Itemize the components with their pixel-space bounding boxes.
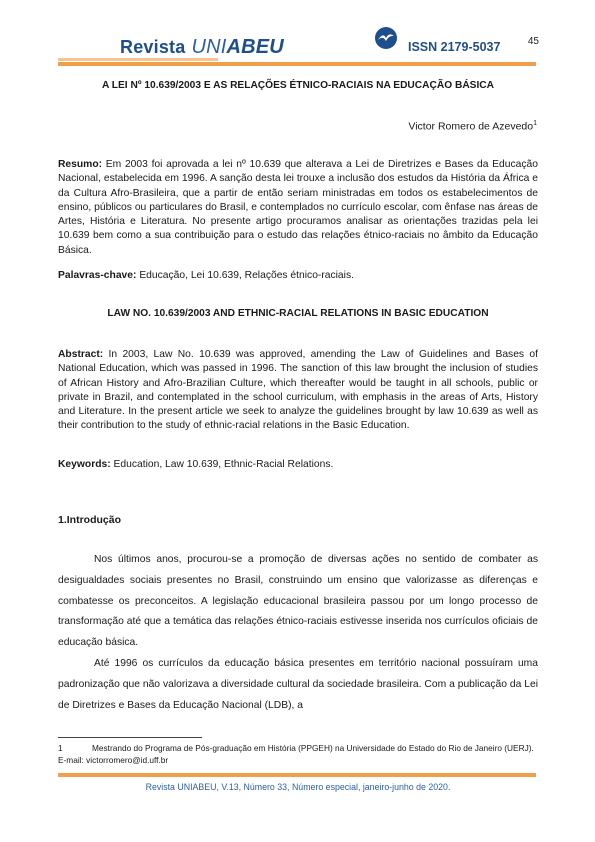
header-divider <box>58 62 536 66</box>
brand-revista: Revista <box>120 37 186 57</box>
section-heading: 1.Introdução <box>58 514 122 526</box>
abstract-paragraph <box>58 348 538 434</box>
resumo-label: Resumo: <box>58 159 103 170</box>
issn-label: ISSN 2179-5037 <box>408 40 501 54</box>
author-line <box>408 120 537 133</box>
keywords-paragraph <box>58 458 538 472</box>
author-name: Victor Romero de Azevedo <box>408 120 534 133</box>
footnote <box>58 742 538 766</box>
footer-divider <box>58 773 536 777</box>
author-footnote-mark: 1 <box>533 120 537 127</box>
brand-uni: UNI <box>191 36 227 58</box>
journal-footer: Revista UNIABEU, V.13, Número 33, Número especial, janeiro-junho de 2020. <box>145 782 451 792</box>
resumo-paragraph <box>58 158 538 258</box>
page-number: 45 <box>527 36 539 47</box>
seagull-icon <box>374 26 398 50</box>
palavras-chave-text: Educação, Lei 10.639, Relações étnico-raciais. <box>139 270 354 281</box>
abstract-text: In 2003, Law No. 10.639 was approved, amending the Law of Guidelines and Bases of National Education, which was passed in 1996. The sanction of this law brought the inclusion of studies of African History and Afro-Brazilian Culture, which thereafter would be taught in all schools, public or private in Brazil, and contemplated in the school curriculum, with emphasis in the areas of Arts, History and Literature. In the present article we seek to analyze the guidelines brought by law 10.639 as well as their contribution to the study of ethnic-racial relations in the Basic Education. <box>58 349 538 432</box>
journal-brand <box>120 36 284 59</box>
palavras-chave-label: Palavras-chave: <box>58 270 137 281</box>
footnote-number: 1 <box>58 743 63 753</box>
body-paragraph-1: Nos últimos anos, procurou-se a promoção de diversas ações no sentido de combater as desigualdades sociais presentes no Brasil, construindo um ensino que valorizasse as diferenças e combatesse os preconceitos. A legislação educacional brasileira passou por um longo processo de transformação até que a temática das relações étnico-raciais estivesse inserida nos currículos oficiais de educação básica. <box>58 554 538 649</box>
resumo-text: Em 2003 foi aprovada a lei nº 10.639 que alterava a Lei de Diretrizes e Bases da Educação Nacional, estabelecida em 1996. A sanção desta lei trouxe a inclusão dos estudos da História da África e da Cultura Afro-Brasileira, que a partir de então seriam ministradas em todos os estabelecimentos de ensino, públicos ou particulares do Brasil, e contemplados no currículo escolar, com ênfase nas áreas de Artes, História e Literatura. No presente artigo procuramos analisar as orientações trazidas pela lei 10.639 bem como a sua contribuição para o estudo das relações étnico-raciais no âmbito da Educação Básica. <box>58 159 538 256</box>
keywords-text: Education, Law 10.639, Ethnic-Racial Relations. <box>113 459 334 470</box>
article-title-pt: A LEI Nº 10.639/2003 E AS RELAÇÕES ÉTNICO-RACIAIS NA EDUCAÇÃO BÁSICA <box>101 80 495 91</box>
palavras-chave-paragraph <box>58 269 538 283</box>
footnote-divider <box>58 737 202 738</box>
body-paragraph-2: Até 1996 os currículos da educação básica presentes em território nacional possuíram uma padronização que não valorizava a diversidade cultural da sociedade brasileira. Com a publicação da Lei de Diretrizes e Bases da Educação Nacional (LDB), a <box>58 658 538 711</box>
journal-header <box>58 20 538 66</box>
keywords-label: Keywords: <box>58 459 111 470</box>
abstract-label: Abstract: <box>58 349 104 360</box>
article-title-en: LAW NO. 10.639/2003 AND ETHNIC-RACIAL RELATIONS IN BASIC EDUCATION <box>107 308 489 319</box>
footnote-text: Mestrando do Programa de Pós-graduação em História (PPGEH) na Universidade do Estado do Rio de Janeiro (UERJ). E-mail: victorromero@id.uff.br <box>58 743 534 765</box>
brand-abeu: ABEU <box>226 36 284 58</box>
